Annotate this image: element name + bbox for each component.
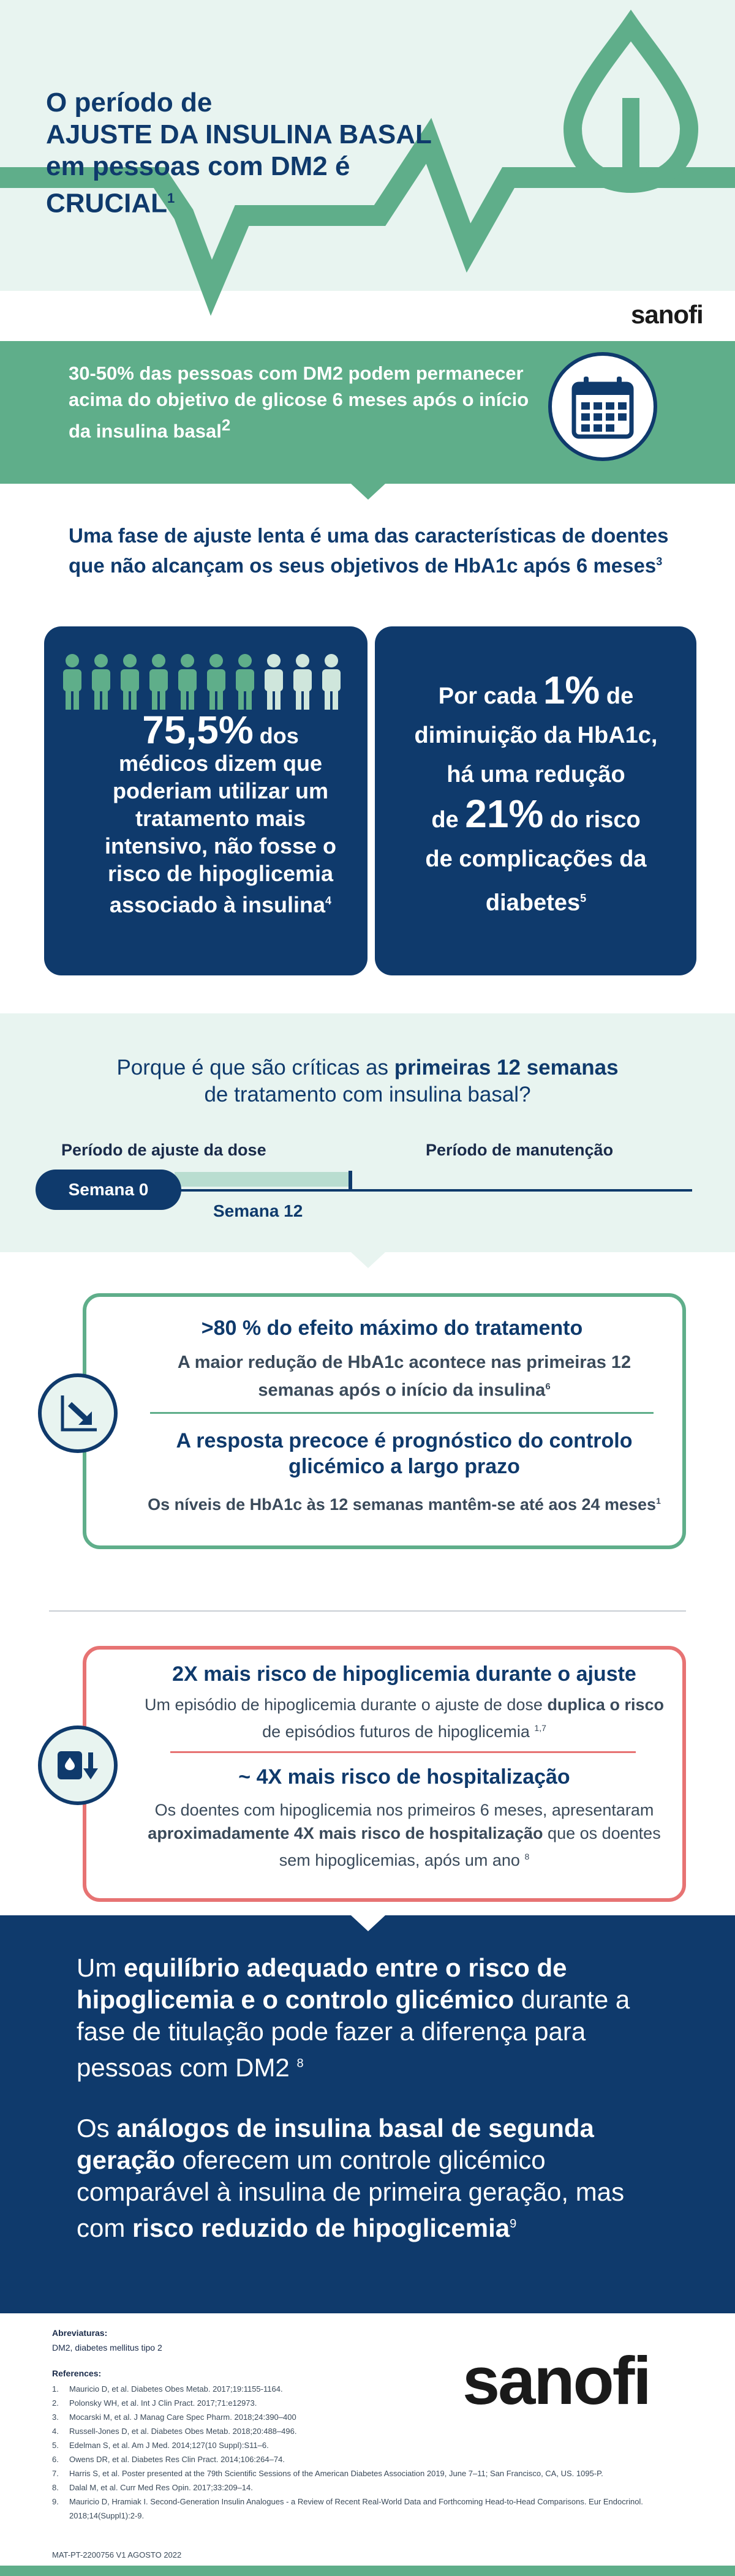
question-pre: Porque é que são críticas as [116,1056,394,1080]
conclusion-2-a: Os [77,2114,117,2142]
risk-text-2-b: que os doentes sem hipoglicemias, após um ano [279,1824,661,1869]
conclusion-1-sup: 8 [296,2057,304,2070]
right-stat-line5: de complicações da [425,846,647,872]
reference-number: 5. [52,2441,59,2450]
timeline-dose-bar [175,1172,352,1187]
calendar-icon [548,352,657,461]
right-stat-pre: Por cada [438,683,543,709]
conclusion-2-bold2: risco reduzido de hipoglicemia [132,2214,510,2242]
reference-number: 4. [52,2427,59,2436]
person-icon [236,654,254,710]
reference-number: 1. [52,2384,59,2394]
stat-band-body: 30-50% das pessoas com DM2 podem permanecer acima do objetivo de glicose 6 meses após o início da insulina basal [69,362,529,442]
section-heading-sup: 3 [656,555,663,568]
title-line-2: AJUSTE DA INSULINA BASAL [46,119,432,149]
page-title [46,87,438,220]
abbreviations-heading: Abreviaturas: [52,2328,108,2338]
risk-heading-1: 2X mais risco de hipoglicemia durante o ajuste [172,1662,636,1686]
efficacy-text-2 [144,1489,665,1516]
reference-number: 7. [52,2469,59,2478]
conclusion-2-sup: 9 [510,2217,517,2231]
reference-text: Owens DR, et al. Diabetes Res Clin Pract. 2014;106:264–74. [69,2455,285,2464]
person-icon [92,654,110,710]
person-icon [149,654,168,710]
conclusion-2-bold1: análogos de insulina basal de segunda geração [77,2114,594,2174]
efficacy-text-2-body: Os níveis de HbA1c às 12 semanas mantêm-se até aos 24 meses [148,1495,657,1514]
title-line-1: O período de [46,88,213,118]
reference-text: Mauricio D, et al. Diabetes Obes Metab. 2017;19:1155-1164. [69,2384,283,2394]
reference-item [52,2424,689,2438]
efficacy-text-1-body: A maior redução de HbA1c acontece nas primeiras 12 semanas após o início da insulina [177,1353,631,1400]
right-stat-post1: de [600,683,634,709]
band-arrow [351,484,385,500]
person-icon [207,654,225,710]
sanofi-logo-bottom: sanofi [462,2343,650,2419]
risk-text-2 [144,1798,665,1872]
week-0-pill: Semana 0 [36,1170,181,1210]
timeline-question [92,1054,643,1108]
reference-item [52,2466,689,2480]
reference-number: 2. [52,2398,59,2408]
week-12-label: Semana 12 [213,1201,303,1220]
right-stat-post2: do risco [543,807,641,833]
person-icon [293,654,312,710]
right-stat-sup: 5 [580,892,587,904]
risk-text-2-a: Os doentes com hipoglicemia nos primeiros 6 meses, apresentaram [154,1801,654,1819]
risk-text-1 [144,1693,665,1743]
section-heading-text: Uma fase de ajuste lenta é uma das características de doentes que não alcançam os seus objetivos de HbA1c após 6 meses [69,524,669,577]
left-stat-sup: 4 [325,895,332,907]
right-stat-big1: 1% [543,668,600,712]
stat-band-sup: 2 [221,417,231,434]
right-stat-line2: diminuição da HbA1c, [414,723,658,748]
left-stat-big: 75,5% [142,708,254,752]
risk-text-1-a: Um episódio de hipoglicemia durante o ajuste de dose [145,1695,548,1714]
risk-text-2-bold: aproximadamente 4X mais risco de hospitalização [148,1824,543,1842]
label-maintenance-period: Período de manutenção [426,1141,614,1159]
conclusion-1-b: durante a fase de titulação pode fazer a diferença para pessoas com DM2 [77,1985,630,2082]
question-post: de tratamento com insulina basal? [204,1083,531,1106]
conclusion-2-b: oferecem um controle glicémico comparável à insulina de primeira geração, mas com [77,2146,625,2242]
efficacy-text-1-sup: 6 [545,1381,551,1392]
efficacy-text-2-sup: 1 [656,1496,661,1506]
reference-item [52,2438,689,2452]
question-bold: primeiras 12 semanas [394,1056,619,1080]
timeline-tick [349,1171,352,1192]
reference-text: Polonsky WH, et al. Int J Clin Pract. 2017;71:e12973. [69,2398,257,2408]
reference-item [52,2495,689,2523]
reference-number: 8. [52,2483,59,2492]
left-stat-inline: dos [253,723,299,748]
efficacy-heading-1: >80 % do efeito máximo do tratamento [201,1316,583,1340]
conclusion-1-a: Um [77,1953,124,1982]
person-icon [121,654,139,710]
chart-arrow-down-icon [38,1373,118,1453]
risk-text-1-sup: 1,7 [534,1723,546,1733]
section-heading [69,522,681,579]
reference-text: Russell-Jones D, et al. Diabetes Obes Metab. 2018;20:488–496. [69,2427,297,2436]
left-stat-text [86,708,355,918]
right-stat-pre2: de [431,807,466,833]
glucose-drop-down-icon [38,1725,118,1805]
reference-text: Mauricio D, Hramiak I. Second-Generation Insulin Analogues - a Review of Recent Real-World Data and Forthcoming Head-to-Head Comparisons. Eur Endocrinol. 2018;14(Suppl1):2-9. [69,2497,643,2520]
section-divider [49,1610,686,1612]
band-arrow [351,1252,385,1268]
reference-item [52,2452,689,2466]
conclusion-text-2 [77,2112,665,2244]
title-line-4: CRUCIAL [46,188,167,219]
efficacy-divider [150,1412,654,1414]
abbreviations-text: DM2, diabetes mellitus tipo 2 [52,2343,162,2353]
material-code: MAT-PT-2200756 V1 AGOSTO 2022 [52,2550,182,2559]
title-sup: 1 [167,190,175,206]
reference-text: Harris S, et al. Poster presented at the 79th Scientific Sessions of the American Diabetes Association 2019, June 7–11; San Francisco, CA, US. 1095-P. [69,2469,603,2478]
risk-heading-2: ~ 4X mais risco de hospitalização [238,1765,570,1789]
reference-number: 9. [52,2497,59,2506]
reference-text: Dalal M, et al. Curr Med Res Opin. 2017;33:209–14. [69,2483,253,2492]
sanofi-logo-top: sanofi [631,300,703,329]
conclusion-text-1 [77,1952,665,2084]
risk-text-1-b: de episódios futuros de hipoglicemia [262,1722,535,1741]
right-stat-big2: 21% [465,792,544,836]
people-icon-row [60,652,354,713]
left-stat-body: médicos dizem que poderiam utilizar um tratamento mais intensivo, não fosse o risco de hipoglicemia associado à insulina [104,751,337,917]
right-stat-line6: diabetes [485,890,581,916]
title-line-3: em pessoas com DM2 é [46,151,350,181]
conclusion-1-bold: equilíbrio adequado entre o risco de hipoglicemia e o controlo glicémico [77,1953,567,2014]
right-stat-line3: há uma redução [447,762,625,787]
risk-text-1-bold: duplica o risco [547,1695,664,1714]
efficacy-heading-2: A resposta precoce é prognóstico do controlo glicémico a largo prazo [176,1429,633,1478]
reference-text: Edelman S, et al. Am J Med. 2014;127(10 Suppl):S11–6. [69,2441,269,2450]
footer-accent-line [0,2566,735,2576]
references-heading: References: [52,2368,102,2378]
person-icon [322,654,341,710]
reference-number: 6. [52,2455,59,2464]
reference-text: Mocarski M, et al. J Manag Care Spec Pharm. 2018;24:390–400 [69,2413,296,2422]
reference-number: 3. [52,2413,59,2422]
label-dose-period: Período de ajuste da dose [61,1141,266,1159]
right-stat-text [389,670,683,923]
person-icon [63,654,81,710]
stat-band-text [69,360,534,444]
timeline-axis [175,1189,692,1192]
risk-text-2-sup: 8 [524,1852,530,1861]
person-icon [265,654,283,710]
risk-divider [170,1751,636,1753]
reference-item [52,2480,689,2495]
person-icon [178,654,197,710]
band-arrow [351,1915,385,1931]
efficacy-text-1 [144,1350,665,1403]
timeline-band [0,1013,735,1252]
